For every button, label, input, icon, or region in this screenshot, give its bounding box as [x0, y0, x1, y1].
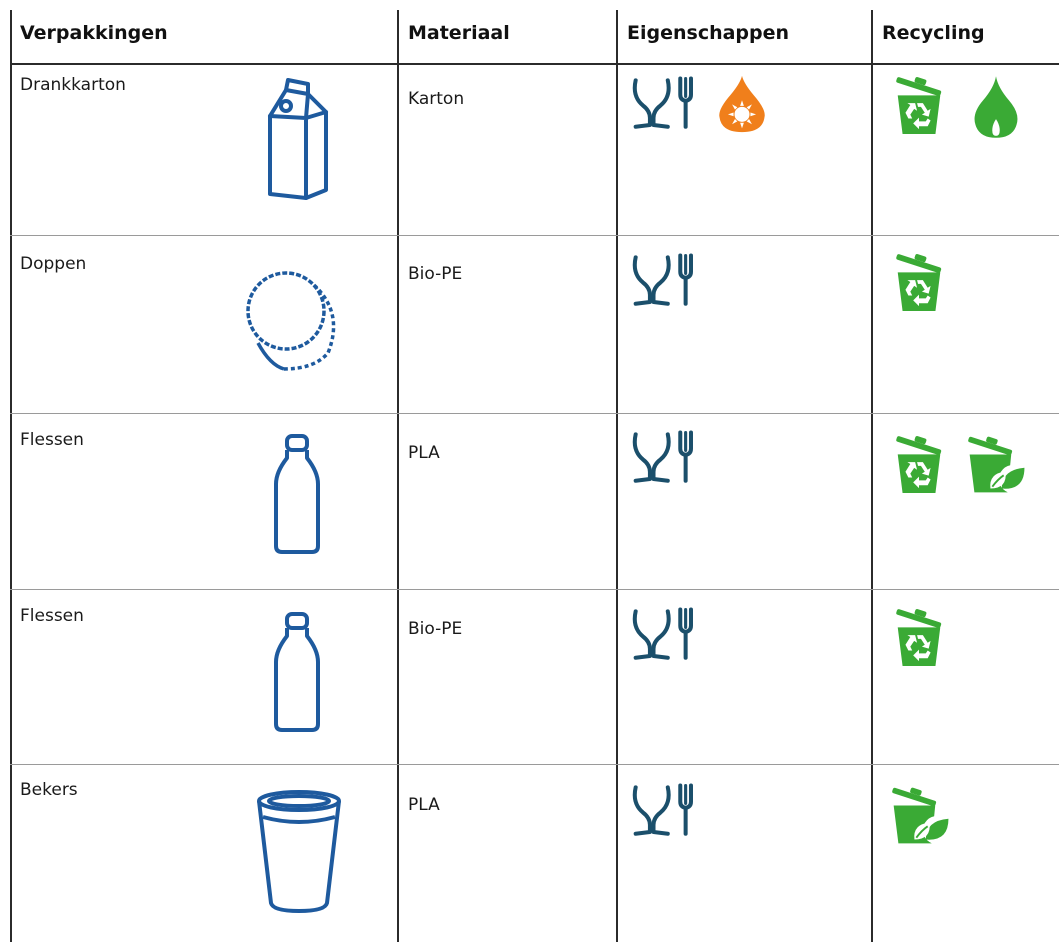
packaging-name: Drankkarton: [20, 75, 126, 95]
packaging-name: Bekers: [20, 780, 78, 800]
header-material: Materiaal: [408, 22, 510, 44]
recycle-bin-icon: [890, 432, 948, 496]
food-safe-icon: [630, 606, 702, 664]
column-divider: [10, 10, 12, 942]
row-divider: [10, 413, 1059, 414]
bottle-icon: [272, 610, 322, 734]
compost-bin-icon: [888, 783, 956, 847]
cup-icon: [253, 787, 345, 915]
column-divider: [397, 10, 399, 942]
carton-icon: [262, 76, 334, 200]
header-properties: Eigenschappen: [627, 22, 790, 44]
food-safe-icon: [630, 75, 702, 133]
row-divider: [10, 764, 1059, 765]
material-value: PLA: [408, 443, 440, 463]
material-value: Bio-PE: [408, 264, 463, 284]
recycle-bin-icon: [890, 605, 948, 669]
packaging-name: Flessen: [20, 606, 84, 626]
heat-resistant-icon: [712, 73, 772, 135]
header-recycling: Recycling: [882, 22, 985, 44]
packaging-name: Doppen: [20, 254, 87, 274]
header-divider: [10, 63, 1059, 65]
row-divider: [10, 235, 1059, 236]
bottle-cap-icon: [240, 265, 352, 375]
packaging-name: Flessen: [20, 430, 84, 450]
column-divider: [616, 10, 618, 942]
food-safe-icon: [630, 429, 702, 487]
incineration-flame-icon: [968, 74, 1024, 140]
bottle-icon: [272, 432, 322, 556]
recycle-bin-icon: [890, 250, 948, 314]
row-divider: [10, 589, 1059, 590]
food-safe-icon: [630, 782, 702, 840]
header-packaging: Verpakkingen: [20, 22, 168, 44]
material-value: Karton: [408, 89, 465, 109]
material-value: PLA: [408, 795, 440, 815]
material-value: Bio-PE: [408, 619, 463, 639]
compost-bin-icon: [964, 432, 1032, 496]
column-divider: [871, 10, 873, 942]
recycle-bin-icon: [890, 73, 948, 137]
food-safe-icon: [630, 252, 702, 310]
